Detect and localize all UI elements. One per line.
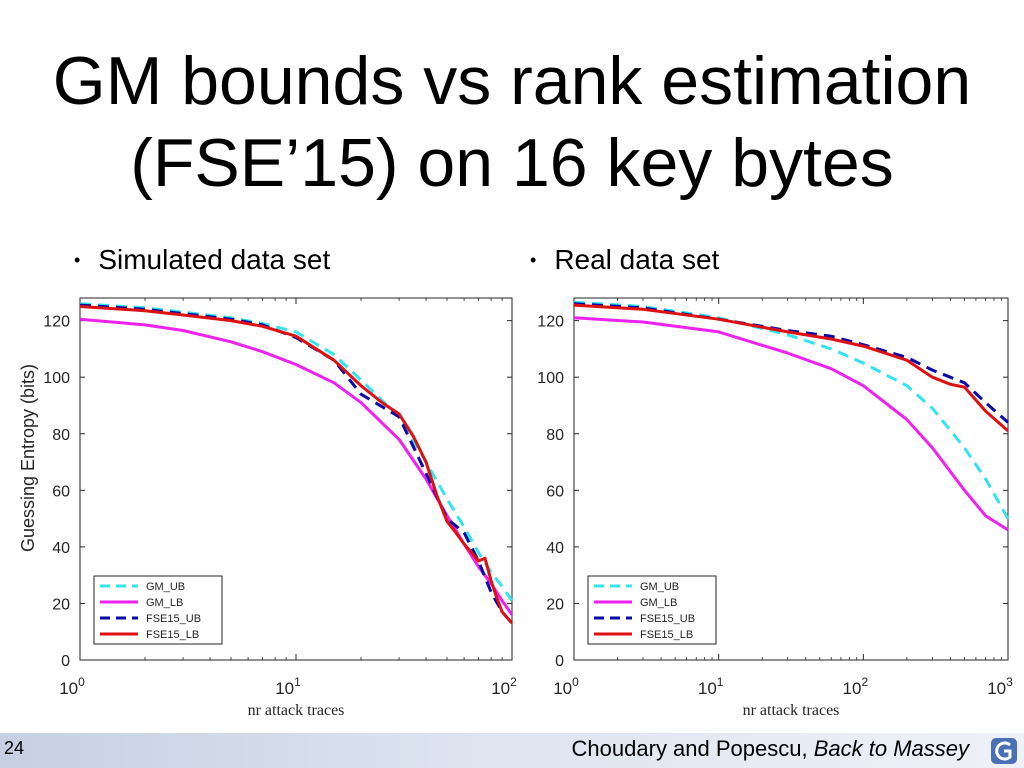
y-tick-label: 60 — [52, 483, 70, 501]
y-tick-label: 120 — [43, 313, 70, 331]
legend-label: GM_UB — [640, 581, 680, 593]
legend-label: FSE15_LB — [146, 629, 200, 641]
y-tick-label: 120 — [537, 313, 564, 331]
legend-label: GM_LB — [146, 597, 184, 609]
x-tick-label: $10^1$ — [697, 675, 724, 698]
y-tick-label: 100 — [43, 370, 70, 388]
legend-label: GM_UB — [146, 581, 186, 593]
footer-paper-title: Back to Massey — [813, 736, 969, 761]
x-axis-label: nr attack traces — [742, 702, 840, 719]
slide-number: 24 — [4, 738, 25, 758]
x-tick-label: $10^2$ — [491, 675, 517, 698]
bullet-dot-icon: • — [74, 249, 81, 270]
y-tick-label: 40 — [546, 539, 564, 557]
chart-1 — [18, 298, 517, 719]
y-tick-label: 80 — [546, 426, 564, 444]
y-tick-label: 20 — [546, 596, 564, 614]
x-axis-label: nr attack traces — [247, 702, 345, 719]
y-tick-label: 100 — [537, 370, 564, 388]
slide-title-line2: (FSE’15) on 16 key bytes — [130, 125, 894, 201]
x-tick-label: $10^3$ — [987, 675, 1013, 698]
chart-2 — [537, 298, 1013, 719]
legend-label: GM_LB — [640, 597, 678, 609]
legend-label: FSE15_UB — [146, 613, 202, 625]
bullet-dot-icon: • — [530, 249, 537, 270]
x-tick-label: $10^0$ — [553, 675, 579, 698]
logo-icon — [990, 737, 1018, 765]
y-tick-label: 0 — [555, 653, 564, 670]
y-axis-label: Guessing Entropy (bits) — [18, 363, 38, 553]
footer-credit — [572, 736, 969, 762]
y-tick-label: 60 — [546, 483, 564, 501]
bullet-real-label: Real data set — [554, 244, 720, 275]
y-tick-label: 40 — [52, 539, 70, 557]
legend-label: FSE15_LB — [640, 629, 694, 641]
x-tick-label: $10^2$ — [842, 675, 869, 698]
y-tick-label: 20 — [52, 596, 70, 614]
legend-label: FSE15_UB — [640, 613, 696, 625]
footer-authors: Choudary and Popescu, — [571, 736, 814, 761]
y-tick-label: 80 — [52, 426, 70, 444]
x-tick-label: $10^1$ — [275, 675, 301, 698]
y-tick-label: 0 — [61, 653, 70, 670]
x-tick-label: $10^0$ — [59, 675, 85, 698]
bullet-simulated-label: Simulated data set — [98, 244, 331, 275]
slide-title-line1: GM bounds vs rank estimation — [52, 43, 972, 119]
